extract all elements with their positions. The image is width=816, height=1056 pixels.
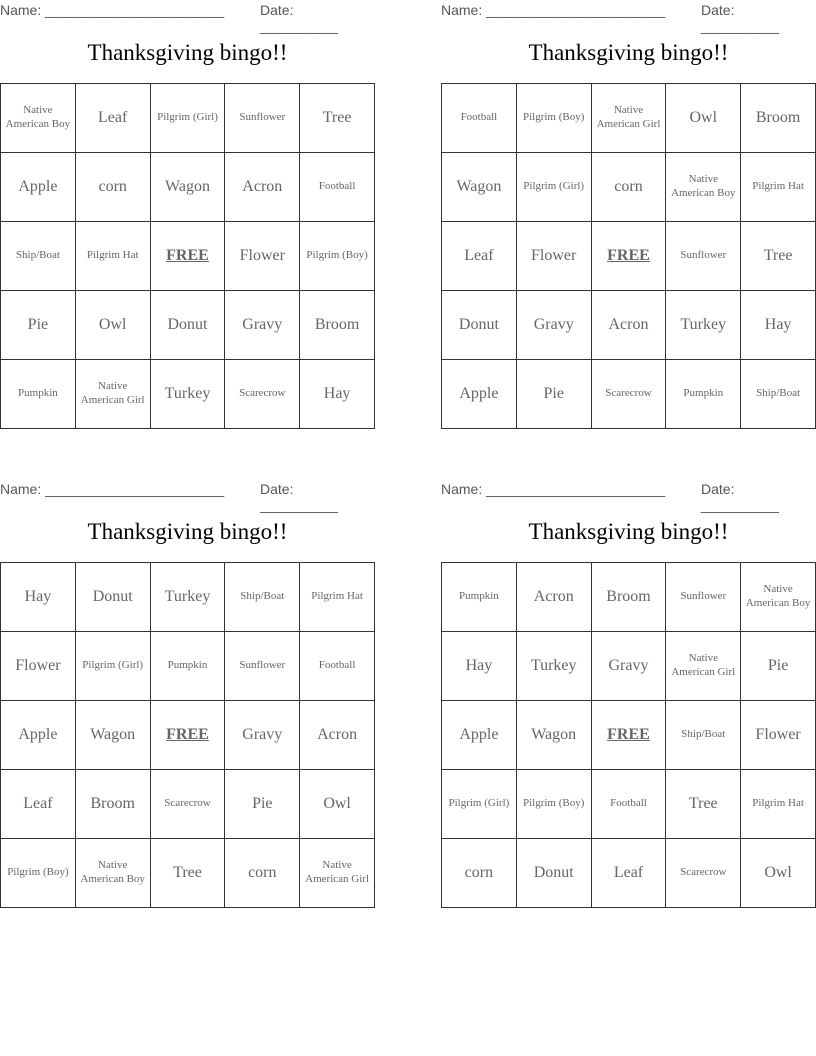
bingo-cell: Native American Boy — [1, 84, 76, 153]
bingo-cell: Native American Girl — [300, 839, 375, 908]
card-header — [0, 479, 375, 513]
bingo-cell: Acron — [516, 563, 591, 632]
bingo-cell: Pilgrim Hat — [75, 222, 150, 291]
name-field-label: Name: _______________________ — [0, 2, 225, 18]
card-header — [441, 479, 816, 513]
bingo-cell: Apple — [442, 701, 517, 770]
date-field-label: Date: __________ — [701, 2, 779, 34]
bingo-cell: Pie — [225, 770, 300, 839]
bingo-cell: Pilgrim Hat — [741, 153, 816, 222]
date-field-label: Date: __________ — [260, 2, 338, 34]
free-space-cell: FREE — [150, 222, 225, 291]
free-space-cell: FREE — [150, 701, 225, 770]
bingo-cell: Sunflower — [666, 563, 741, 632]
bingo-cell: corn — [442, 839, 517, 908]
bingo-cell: Acron — [591, 291, 666, 360]
bingo-cell: Ship/Boat — [225, 563, 300, 632]
bingo-row — [442, 770, 816, 839]
bingo-row — [1, 563, 375, 632]
bingo-cell: Broom — [741, 84, 816, 153]
bingo-cell: corn — [75, 153, 150, 222]
card-title: Thanksgiving bingo!! — [87, 519, 288, 544]
bingo-cell: Scarecrow — [591, 360, 666, 429]
bingo-cell: Leaf — [1, 770, 76, 839]
bingo-cell: Pilgrim (Girl) — [442, 770, 517, 839]
bingo-cell: Flower — [741, 701, 816, 770]
bingo-cell: Turkey — [666, 291, 741, 360]
bingo-cell: Pie — [741, 632, 816, 701]
bingo-cell: Owl — [741, 839, 816, 908]
bingo-row — [442, 153, 816, 222]
bingo-row — [1, 84, 375, 153]
bingo-cell: Pilgrim (Boy) — [516, 84, 591, 153]
bingo-cell: Sunflower — [666, 222, 741, 291]
bingo-row — [442, 701, 816, 770]
bingo-row — [1, 153, 375, 222]
bingo-cell: Flower — [225, 222, 300, 291]
bingo-cell: Sunflower — [225, 632, 300, 701]
bingo-cell: Broom — [591, 563, 666, 632]
bingo-cell: Scarecrow — [225, 360, 300, 429]
bingo-cell: Gravy — [225, 291, 300, 360]
bingo-cell: Turkey — [150, 563, 225, 632]
bingo-row — [442, 360, 816, 429]
bingo-cell: Football — [442, 84, 517, 153]
name-field-label: Name: _______________________ — [441, 2, 666, 18]
bingo-cell: Pilgrim (Girl) — [516, 153, 591, 222]
bingo-cell: Owl — [300, 770, 375, 839]
bingo-cell: corn — [225, 839, 300, 908]
bingo-cell: Acron — [300, 701, 375, 770]
bingo-cell: Native American Boy — [75, 839, 150, 908]
bingo-cell: Leaf — [75, 84, 150, 153]
bingo-cell: Leaf — [591, 839, 666, 908]
bingo-cell: Donut — [442, 291, 517, 360]
bingo-cell: Ship/Boat — [1, 222, 76, 291]
bingo-cell: Pilgrim (Boy) — [300, 222, 375, 291]
bingo-grid — [0, 83, 375, 429]
bingo-grid — [0, 562, 375, 908]
bingo-cell: Broom — [75, 770, 150, 839]
bingo-cell: Wagon — [150, 153, 225, 222]
bingo-cell: Owl — [75, 291, 150, 360]
bingo-cell: Tree — [150, 839, 225, 908]
card-header — [441, 0, 816, 34]
bingo-row — [442, 84, 816, 153]
bingo-cell: Football — [591, 770, 666, 839]
bingo-row — [1, 839, 375, 908]
bingo-row — [1, 770, 375, 839]
bingo-cell: Pumpkin — [442, 563, 517, 632]
bingo-cell: Ship/Boat — [741, 360, 816, 429]
date-field-label: Date: __________ — [701, 481, 779, 513]
bingo-card-1 — [0, 0, 375, 440]
card-title: Thanksgiving bingo!! — [528, 519, 729, 544]
bingo-cell: Sunflower — [225, 84, 300, 153]
card-header — [0, 0, 375, 34]
bingo-cell: Pilgrim Hat — [300, 563, 375, 632]
bingo-cell: Football — [300, 632, 375, 701]
bingo-cell: Leaf — [442, 222, 517, 291]
bingo-cell: Tree — [300, 84, 375, 153]
bingo-cell: Tree — [741, 222, 816, 291]
bingo-cell: Acron — [225, 153, 300, 222]
bingo-cell: Flower — [1, 632, 76, 701]
bingo-cell: Apple — [442, 360, 517, 429]
date-field-label: Date: __________ — [260, 481, 338, 513]
bingo-row — [442, 632, 816, 701]
bingo-cell: Football — [300, 153, 375, 222]
bingo-cell: Hay — [1, 563, 76, 632]
bingo-cell: Gravy — [591, 632, 666, 701]
bingo-cell: Wagon — [442, 153, 517, 222]
bingo-grid — [441, 562, 816, 908]
bingo-cell: Native American Boy — [666, 153, 741, 222]
bingo-row — [442, 291, 816, 360]
bingo-cell: Broom — [300, 291, 375, 360]
bingo-card-2 — [441, 0, 816, 440]
bingo-cell: Native American Girl — [75, 360, 150, 429]
bingo-cell: Owl — [666, 84, 741, 153]
bingo-cell: Native American Girl — [666, 632, 741, 701]
bingo-card-4 — [441, 479, 816, 919]
bingo-row — [442, 563, 816, 632]
bingo-row — [442, 222, 816, 291]
bingo-cell: Apple — [1, 153, 76, 222]
bingo-cell: Hay — [741, 291, 816, 360]
bingo-cell: Hay — [442, 632, 517, 701]
bingo-cell: Gravy — [516, 291, 591, 360]
bingo-row — [442, 839, 816, 908]
bingo-row — [1, 360, 375, 429]
bingo-cell: Pilgrim (Boy) — [516, 770, 591, 839]
bingo-cell: Native American Girl — [591, 84, 666, 153]
bingo-card-3 — [0, 479, 375, 919]
bingo-cell: Pie — [1, 291, 76, 360]
bingo-cell: Turkey — [150, 360, 225, 429]
card-title: Thanksgiving bingo!! — [87, 40, 288, 65]
bingo-cell: Tree — [666, 770, 741, 839]
free-space-cell: FREE — [591, 701, 666, 770]
bingo-cell: Pumpkin — [666, 360, 741, 429]
bingo-cell: Scarecrow — [150, 770, 225, 839]
bingo-cell: Turkey — [516, 632, 591, 701]
bingo-cell: Wagon — [516, 701, 591, 770]
bingo-cell: corn — [591, 153, 666, 222]
card-title: Thanksgiving bingo!! — [528, 40, 729, 65]
bingo-grid — [441, 83, 816, 429]
name-field-label: Name: _______________________ — [0, 481, 225, 497]
bingo-row — [1, 222, 375, 291]
bingo-cell: Pumpkin — [150, 632, 225, 701]
bingo-cell: Flower — [516, 222, 591, 291]
bingo-cell: Gravy — [225, 701, 300, 770]
bingo-cell: Apple — [1, 701, 76, 770]
bingo-row — [1, 701, 375, 770]
bingo-row — [1, 291, 375, 360]
bingo-cell: Native American Boy — [741, 563, 816, 632]
bingo-cell: Donut — [150, 291, 225, 360]
bingo-cell: Pilgrim (Girl) — [75, 632, 150, 701]
bingo-cell: Donut — [516, 839, 591, 908]
bingo-row — [1, 632, 375, 701]
bingo-cell: Scarecrow — [666, 839, 741, 908]
bingo-cell: Donut — [75, 563, 150, 632]
bingo-cell: Wagon — [75, 701, 150, 770]
bingo-cell: Pumpkin — [1, 360, 76, 429]
bingo-cell: Pilgrim (Girl) — [150, 84, 225, 153]
bingo-cell: Pilgrim Hat — [741, 770, 816, 839]
bingo-cell: Ship/Boat — [666, 701, 741, 770]
name-field-label: Name: _______________________ — [441, 481, 666, 497]
free-space-cell: FREE — [591, 222, 666, 291]
bingo-cell: Pilgrim (Boy) — [1, 839, 76, 908]
bingo-cell: Hay — [300, 360, 375, 429]
bingo-cell: Pie — [516, 360, 591, 429]
